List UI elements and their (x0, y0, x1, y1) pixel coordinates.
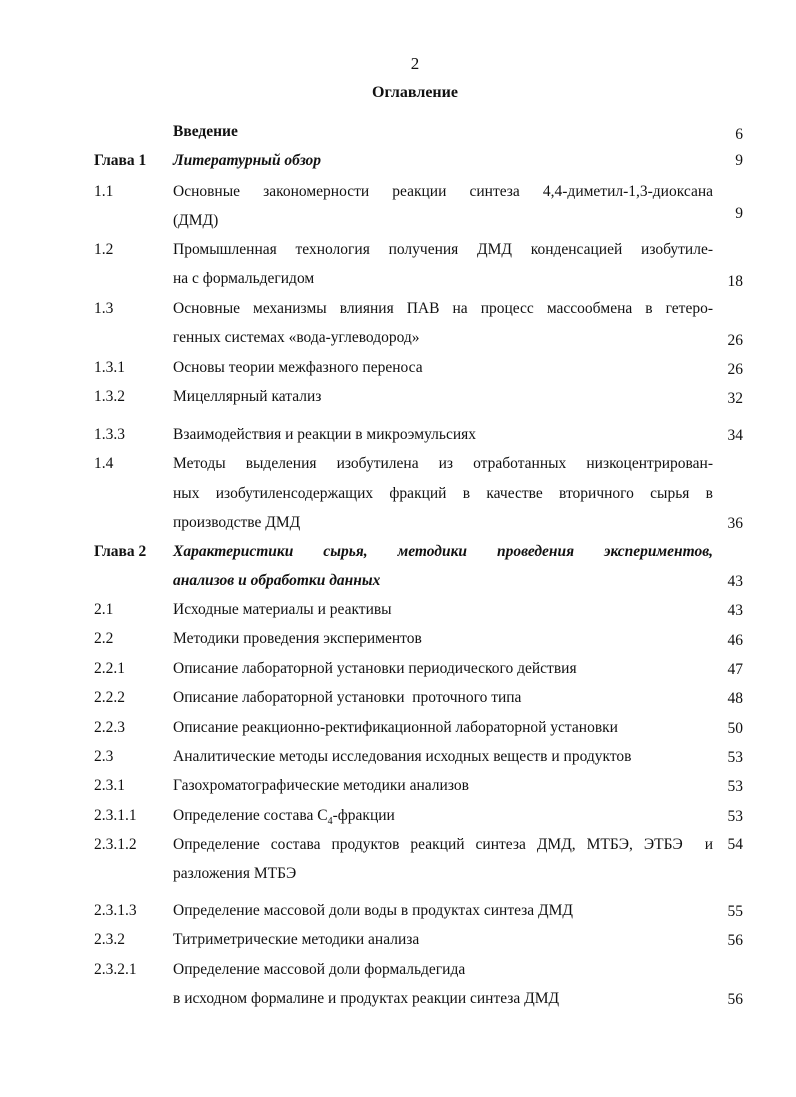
toc-text: ных изобутиленсодержащих фракций в качестве вторичного сырья в (173, 485, 713, 502)
toc-row-1-3-2 (0, 385, 796, 409)
toc-text: анализов и обработки данных (173, 572, 381, 589)
toc-row-1-4 (0, 452, 796, 476)
toc-page: 50 (727, 720, 743, 737)
toc-num: 2.3.2 (94, 931, 125, 948)
toc-text: Методики проведения экспериментов (173, 630, 422, 647)
toc-row-2-3-1-2-cont (0, 862, 796, 886)
toc-num: 2.1 (94, 601, 114, 618)
toc-num: 1.3.1 (94, 359, 125, 376)
toc-row-1-2-cont (0, 267, 796, 291)
toc-row-2-2 (0, 627, 796, 651)
toc-row-chapter-2 (0, 540, 796, 564)
toc-text: Введение (173, 123, 238, 140)
toc-row-1-3-3 (0, 423, 796, 447)
toc-text: Основные закономерности реакции синтеза 4,4-диметил-1,3-диоксана (173, 183, 713, 200)
toc-row-1-3-cont (0, 326, 796, 350)
toc-text: Методы выделения изобутилена из отработанных низкоцентрирован- (173, 455, 713, 472)
toc-text: Аналитические методы исследования исходных веществ и продуктов (173, 748, 632, 765)
toc-page: 9 (735, 152, 743, 169)
toc-num: Глава 2 (94, 543, 147, 560)
toc-row-2-1 (0, 598, 796, 622)
toc-text: Мицеллярный катализ (173, 388, 322, 405)
toc-text: Определение массовой доли воды в продуктах синтеза ДМД (173, 902, 573, 919)
toc-row-2-3-2-1-cont (0, 987, 796, 1011)
toc-page: 43 (727, 573, 743, 590)
toc-row-1-2 (0, 238, 796, 262)
toc-page: 53 (727, 778, 743, 795)
page-number: 2 (410, 54, 420, 73)
toc-text: Описание лабораторной установки периодического действия (173, 660, 577, 677)
toc-text (173, 804, 713, 828)
toc-row-1-1 (0, 180, 796, 204)
toc-page: 34 (727, 427, 743, 444)
toc-page: 36 (727, 515, 743, 532)
toc-page: 47 (727, 661, 743, 678)
toc-page: 54 (727, 836, 743, 853)
toc-text-after: -фракции (332, 807, 395, 824)
toc-page: 26 (727, 361, 743, 378)
toc-text-subscript: 4 (327, 816, 333, 828)
toc-num: 2.3.1.2 (94, 836, 137, 853)
toc-row-2-3-1-3 (0, 899, 796, 923)
toc-page: 32 (727, 390, 743, 407)
toc-text: Исходные материалы и реактивы (173, 601, 392, 618)
toc-row-1-3-1 (0, 356, 796, 380)
toc-page: 56 (727, 932, 743, 949)
toc-text: Литературный обзор (173, 152, 322, 169)
toc-text: Газохроматографические методики анализов (173, 777, 469, 794)
toc-num: 2.3.1.3 (94, 902, 137, 919)
toc-num: 2.3.2.1 (94, 961, 137, 978)
toc-num: Глава 1 (94, 152, 147, 169)
toc-row-1-4-cont (0, 482, 796, 506)
toc-page: 26 (727, 332, 743, 349)
toc-row-1-3 (0, 297, 796, 321)
toc-text: Титриметрические методики анализа (173, 931, 420, 948)
toc-page: 18 (727, 273, 743, 290)
toc-text-before: Определение состава С (173, 807, 328, 824)
toc-page: 9 (735, 205, 743, 222)
toc-text: производстве ДМД (173, 514, 301, 531)
toc-row-2-3-2 (0, 928, 796, 952)
toc-row-1-4-cont2 (0, 511, 796, 535)
toc-text: (ДМД) (173, 212, 219, 229)
toc-num: 2.3.1.1 (94, 807, 137, 824)
toc-text: Описание реакционно-ректификационной лабораторной установки (173, 719, 618, 736)
toc-num: 1.3.3 (94, 426, 125, 443)
toc-text: разложения МТБЭ (173, 865, 297, 882)
toc-row-2-3-2-1 (0, 958, 796, 982)
toc-num: 2.2.2 (94, 689, 125, 706)
toc-num: 1.4 (94, 455, 114, 472)
toc-text: Описание лабораторной установки проточного типа (173, 689, 522, 706)
toc-row-intro (0, 120, 796, 144)
page-title: Оглавление (372, 84, 458, 101)
toc-page: 43 (727, 602, 743, 619)
toc-num: 2.2.1 (94, 660, 125, 677)
toc-text: на с формальдегидом (173, 270, 315, 287)
toc-num: 2.3.1 (94, 777, 125, 794)
toc-num: 2.2.3 (94, 719, 125, 736)
toc-text: Промышленная технология получения ДМД конденсацией изобутиле- (173, 241, 713, 258)
toc-row-2-2-3 (0, 716, 796, 740)
toc-page: 46 (727, 632, 743, 649)
toc-row-chapter-2-cont (0, 569, 796, 593)
toc-row-2-3 (0, 745, 796, 769)
toc-text: Взаимодействия и реакции в микроэмульсиях (173, 426, 477, 443)
toc-num: 1.2 (94, 241, 114, 258)
toc-page: 48 (727, 690, 743, 707)
toc-num: 1.1 (94, 183, 114, 200)
toc-text: Характеристики сырья, методики проведения экспериментов, (173, 543, 713, 560)
toc-num: 1.3.2 (94, 388, 125, 405)
toc-text: Основы теории межфазного переноса (173, 359, 423, 376)
toc-num: 2.3 (94, 748, 114, 765)
toc-row-2-3-1 (0, 774, 796, 798)
toc-row-2-2-1 (0, 657, 796, 681)
toc-text: генных системах «вода-углеводород» (173, 329, 420, 346)
toc-num: 1.3 (94, 300, 114, 317)
toc-row-2-2-2 (0, 686, 796, 710)
toc-text: Определение состава продуктов реакций синтеза ДМД, МТБЭ, ЭТБЭ и (173, 836, 713, 853)
toc-page: 6 (735, 126, 743, 143)
toc-row-2-3-1-1 (0, 804, 796, 828)
toc-text: в исходном формалине и продуктах реакции синтеза ДМД (173, 990, 560, 1007)
toc-num: 2.2 (94, 630, 114, 647)
toc-text: Определение массовой доли формальдегида (173, 961, 466, 978)
toc-row-1-1-cont (0, 205, 796, 233)
toc-page: 56 (727, 991, 743, 1008)
toc-page: 53 (727, 749, 743, 766)
toc-page: 53 (727, 808, 743, 825)
toc-row-2-3-1-2 (0, 833, 796, 857)
toc-page: 55 (727, 903, 743, 920)
toc-text: Основные механизмы влияния ПАВ на процесс массообмена в гетеро- (173, 300, 713, 317)
toc-row-chapter-1 (0, 149, 796, 173)
